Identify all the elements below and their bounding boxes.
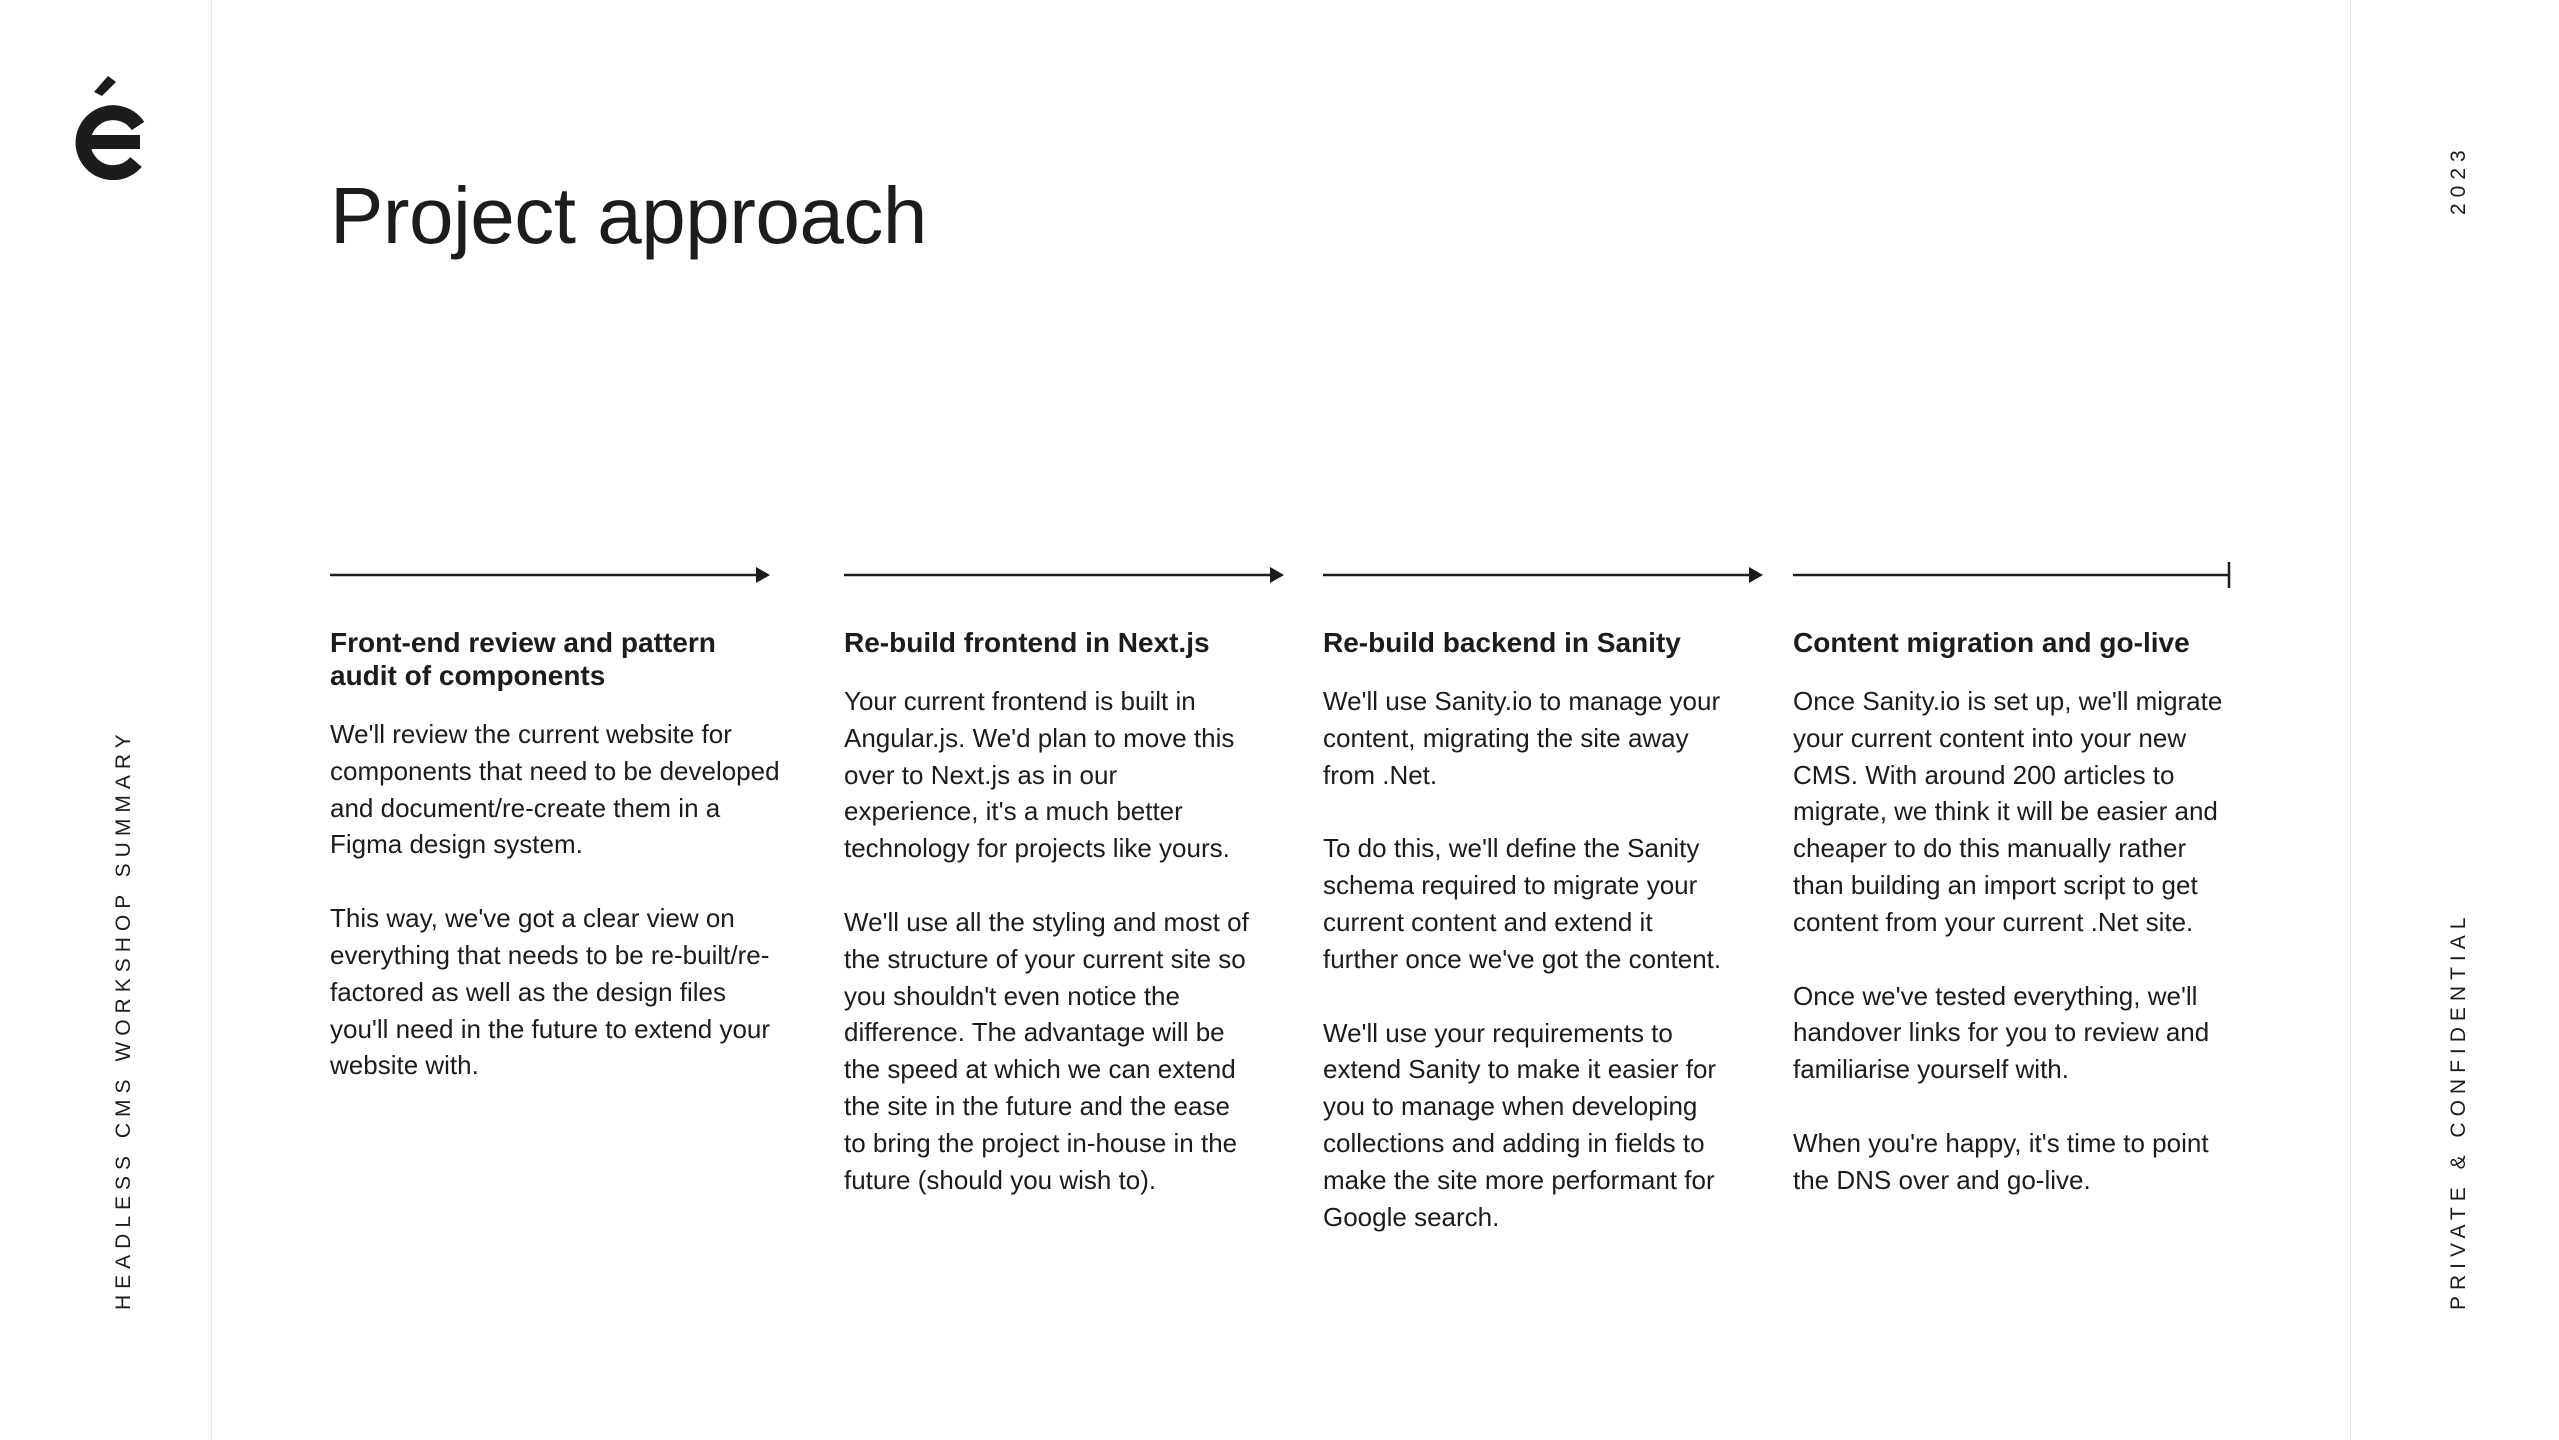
document-label: HEADLESS CMS WORKSHOP SUMMARY [112, 728, 135, 1310]
step-heading: Re-build frontend in Next.js [844, 627, 1210, 658]
step-paragraph: Once we've tested everything, we'll handover links for you to review and familiarise yourself with. [1793, 980, 2210, 1085]
step-rebuild-backend [1323, 560, 1733, 1272]
step-paragraph: We'll use all the styling and most of the structure of your current site so you shouldn't even notice the difference. The advantage will be the speed at which we can extend the site in the future and the ease to bring the project in-house in the future (should you wish to). [844, 906, 1249, 1195]
step-body [1793, 683, 2243, 1199]
step-paragraph: We'll review the current website for components that need to be developed and document/re-create them in a Figma design system. [330, 719, 780, 860]
left-divider [211, 0, 212, 1440]
step-paragraph: We'll use Sanity.io to manage your content, migrating the site away from .Net. [1323, 686, 1721, 790]
step-body [844, 683, 1254, 1198]
year-label: 2023 [2447, 144, 2470, 215]
step-heading: Content migration and go-live [1793, 627, 2190, 658]
step-content-migration [1793, 560, 2243, 1236]
step-heading: Re-build backend in Sanity [1323, 627, 1681, 658]
timeline-end-icon [1793, 560, 2233, 590]
right-divider [2350, 0, 2351, 1440]
step-body [1323, 683, 1733, 1235]
page-title: Project approach [330, 171, 927, 260]
step-paragraph: When you're happy, it's time to point the DNS over and go-live. [1793, 1127, 2209, 1195]
step-paragraph: To do this, we'll define the Sanity schema required to migrate your current content and extend it further once we've got the content. [1323, 833, 1722, 974]
confidentiality-label: PRIVATE & CONFIDENTIAL [2447, 911, 2470, 1310]
arrow-right-icon [330, 560, 770, 590]
step-paragraph: Your current frontend is built in Angular.js. We'd plan to move this over to Next.js as in our experience, it's a much better technology for projects like yours. [844, 686, 1235, 864]
step-body [330, 716, 790, 1084]
step-frontend-review [330, 560, 790, 1121]
brand-logo-icon [72, 76, 152, 180]
step-heading: Front-end review and pattern audit of components [330, 627, 716, 691]
step-paragraph: This way, we've got a clear view on everything that needs to be re-built/re-factored as well as the design files you'll need in the future to extend your website with. [330, 903, 771, 1081]
step-paragraph: Once Sanity.io is set up, we'll migrate your current content into your new CMS. With around 200 articles to migrate, we think it will be easier and cheaper to do this manually rather than building an import script to get content from your current .Net site. [1793, 686, 2223, 937]
arrow-right-icon [844, 560, 1284, 590]
step-paragraph: We'll use your requirements to extend Sanity to make it easier for you to manage when developing collections and adding in fields to make the site more performant for Google search. [1323, 1017, 1717, 1232]
arrow-right-icon [1323, 560, 1763, 590]
step-rebuild-frontend [844, 560, 1254, 1235]
